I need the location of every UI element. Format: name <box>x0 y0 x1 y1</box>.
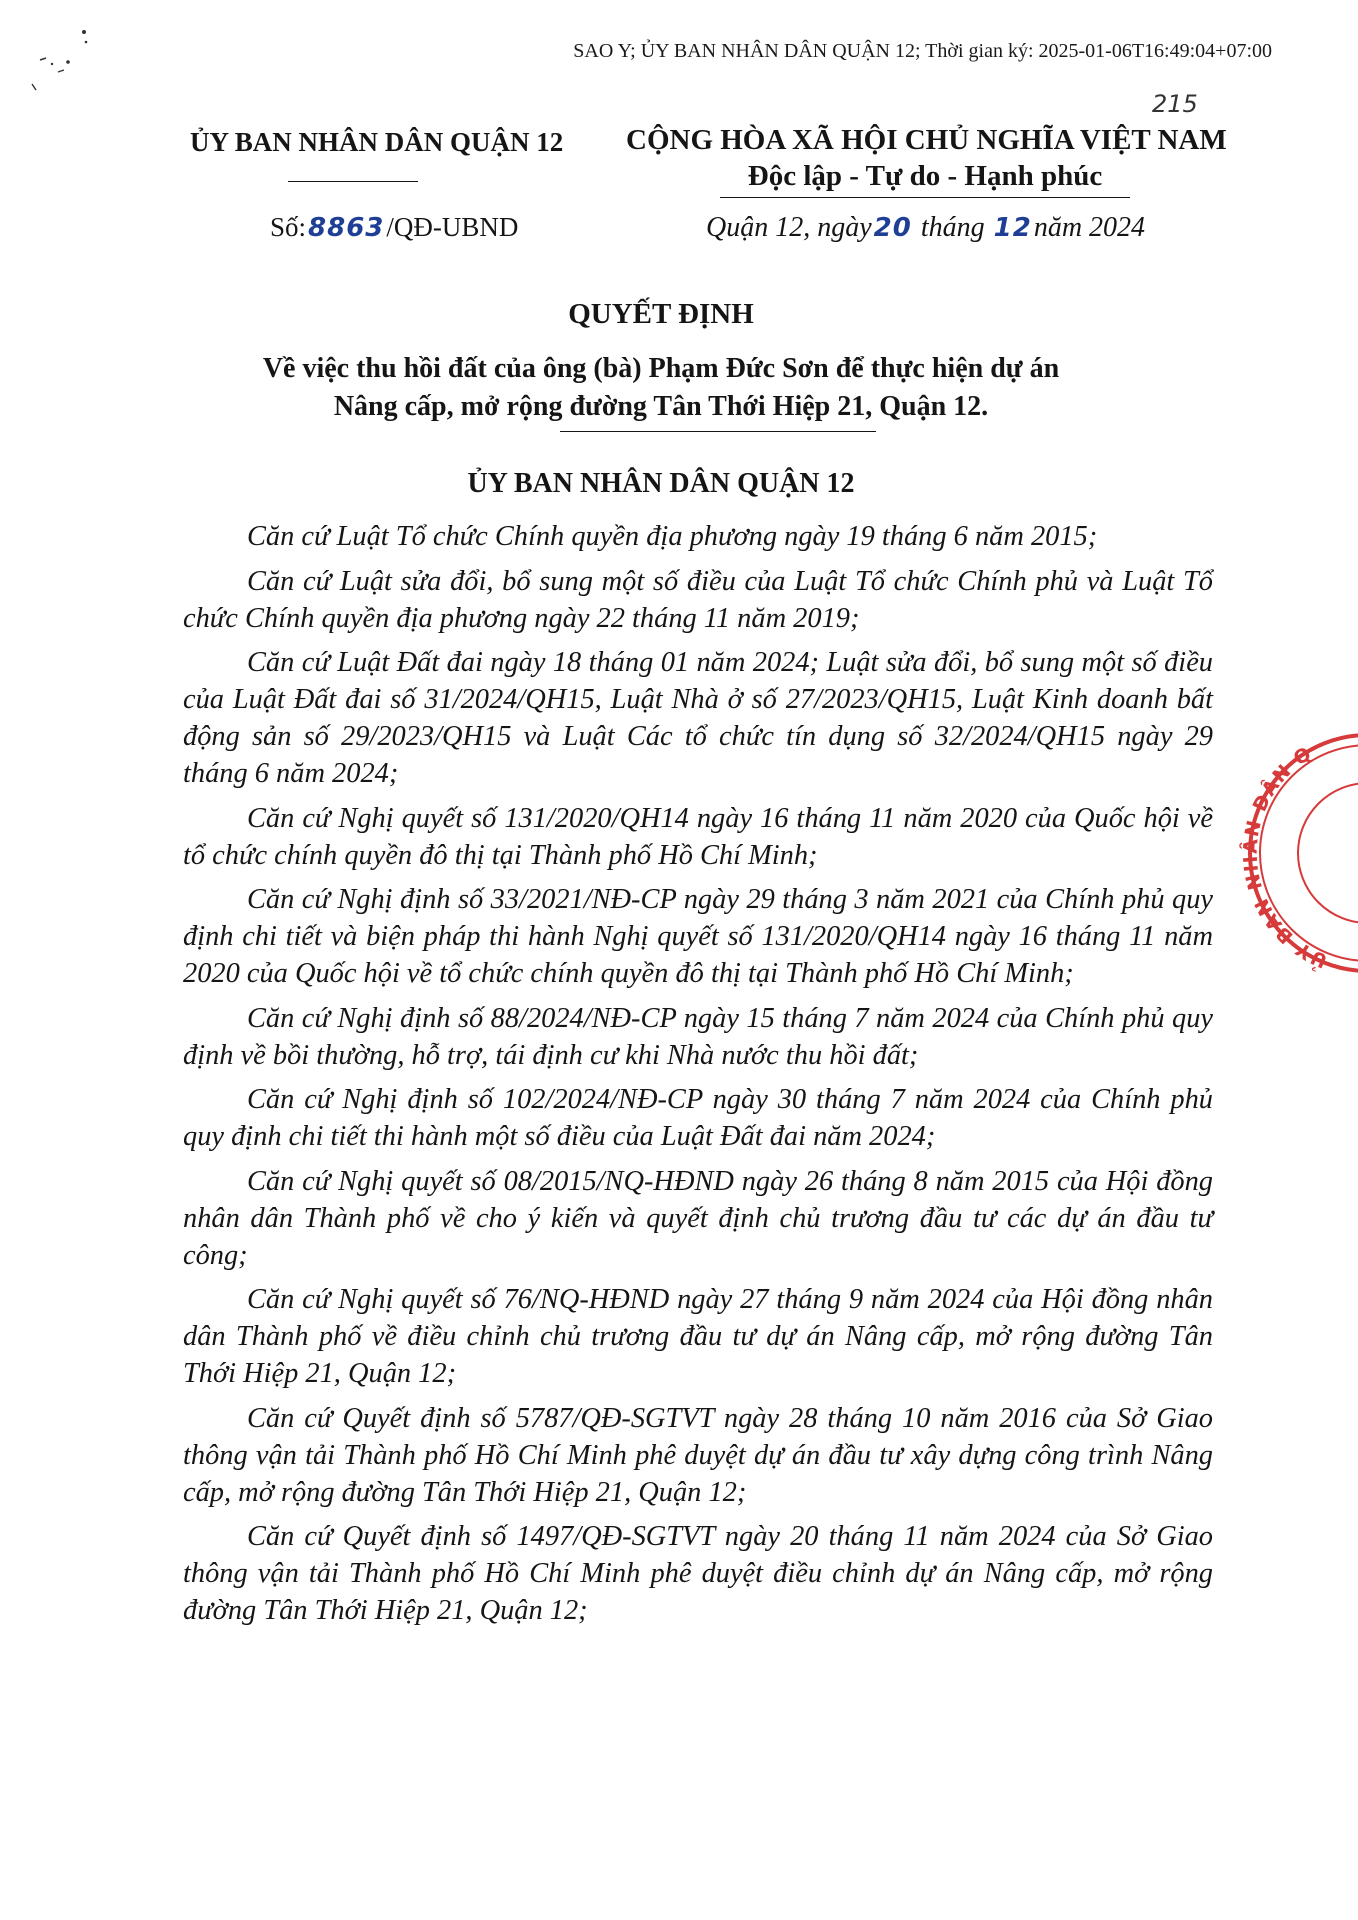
legal-basis-item: Căn cứ Luật Đất đai ngày 18 tháng 01 năm 2024; Luật sửa đổi, bổ sung một số điều của Luật Đất đai số 31/2024/QH15, Luật Nhà ở số 27/2023/QH15, Luật Kinh doanh bất động sản số 29/2023/QH15 và Luật Các tổ chức tín dụng số 32/2024/QH15 ngày 29 tháng 6 năm 2024; <box>183 647 1213 789</box>
legal-basis-item: Căn cứ Nghị định số 33/2021/NĐ-CP ngày 29 tháng 3 năm 2021 của Chính phủ quy định chi tiết và biện pháp thi hành Nghị quyết số 131/2020/QH14 ngày 16 tháng 11 năm 2020 của Quốc hội về tổ chức chính quyền đô thị tại Thành phố Hồ Chí Minh; <box>183 884 1213 989</box>
scan-specks <box>28 26 98 106</box>
issue-date <box>706 212 1145 244</box>
official-seal <box>1238 728 1358 988</box>
number-prefix: Số: <box>270 212 307 242</box>
digital-copy-stamp: SAO Y; ỦY BAN NHÂN DÂN QUẬN 12; Thời gian ký: 2025-01-06T16:49:04+07:00 <box>573 40 1272 62</box>
handwritten-number: 8863 <box>308 213 385 243</box>
subject-line-1: Về việc thu hồi đất của ông (bà) Phạm Đức Sơn để thực hiện dự án <box>262 353 1060 384</box>
issuing-agency: ỦY BAN NHÂN DÂN QUẬN 12 <box>190 127 564 157</box>
legal-basis-item: Căn cứ Quyết định số 5787/QĐ-SGTVT ngày 28 tháng 10 năm 2016 của Sở Giao thông vận tải Thành phố Hồ Chí Minh phê duyệt dự án đầu tư xây dựng công trình Nâng cấp, mở rộng đường Tân Thới Hiệp 21, Quận 12; <box>183 1402 1213 1508</box>
decision-subject <box>0 350 1322 426</box>
legal-basis-list <box>183 518 1213 1637</box>
date-place: Quận 12, ngày <box>706 212 872 243</box>
handwritten-day: 20 <box>873 213 912 243</box>
legal-basis-item: Căn cứ Nghị quyết số 76/NQ-HĐND ngày 27 tháng 9 năm 2024 của Hội đồng nhân dân Thành phố về điều chỉnh chủ trương đầu tư dự án Nâng cấp, mở rộng đường Tân Thới Hiệp 21, Quận 12; <box>183 1284 1213 1389</box>
national-title: CỘNG HÒA XÃ HỘI CHỦ NGHĨA VIỆT NAM <box>626 124 1227 156</box>
handwritten-month: 12 <box>993 213 1032 243</box>
seal-text-path: ỦY BAN NHÂN DÂN Q <box>1239 741 1331 972</box>
national-motto: Độc lập - Tự do - Hạnh phúc <box>747 160 1103 192</box>
legal-basis-item: Căn cứ Nghị quyết số 08/2015/NQ-HĐND ngày 26 tháng 8 năm 2015 của Hội đồng nhân dân Thành phố về cho ý kiến và quyết định chủ trương đầu tư các dự án đầu tư công; <box>183 1165 1213 1271</box>
page-mark-text: 215 <box>1152 90 1198 118</box>
number-suffix: /QĐ-UBND <box>386 212 519 242</box>
legal-basis-item: Căn cứ Quyết định số 1497/QĐ-SGTVT ngày 20 tháng 11 năm 2024 của Sở Giao thông vận tải Thành phố Hồ Chí Minh phê duyệt điều chỉnh dự án Nâng cấp, mở rộng đường Tân Thới Hiệp 21, Quận 12; <box>183 1521 1213 1626</box>
issuing-authority: ỦY BAN NHÂN DÂN QUẬN 12 <box>467 468 855 499</box>
page-mark <box>1150 88 1206 118</box>
legal-basis-item: Căn cứ Nghị quyết số 131/2020/QH14 ngày 16 tháng 11 năm 2020 của Quốc hội về tổ chức chính quyền đô thị tại Thành phố Hồ Chí Minh; <box>183 802 1213 871</box>
subject-line-2: Nâng cấp, mở rộng đường Tân Thới Hiệp 21, Quận 12. <box>333 391 989 422</box>
date-month-word: tháng <box>920 212 985 243</box>
agency-underline <box>288 181 418 182</box>
seal-text <box>1239 742 1331 975</box>
document-number <box>270 212 518 243</box>
decision-title: QUYẾT ĐỊNH <box>568 298 754 330</box>
legal-basis-item: Căn cứ Nghị định số 88/2024/NĐ-CP ngày 15 tháng 7 năm 2024 của Chính phủ quy định về bồi thường, hỗ trợ, tái định cư khi Nhà nước thu hồi đất; <box>183 1002 1213 1071</box>
subject-underline <box>560 431 876 432</box>
date-year: năm 2024 <box>1033 212 1146 243</box>
legal-basis-item: Căn cứ Luật sửa đổi, bổ sung một số điều của Luật Tổ chức Chính phủ và Luật Tổ chức Chính quyền địa phương ngày 22 tháng 11 năm 2019; <box>183 565 1213 634</box>
legal-basis-item: Căn cứ Luật Tổ chức Chính quyền địa phương ngày 19 tháng 6 năm 2015; <box>247 521 1098 552</box>
motto-underline <box>720 197 1130 198</box>
legal-basis-item: Căn cứ Nghị định số 102/2024/NĐ-CP ngày 30 tháng 7 năm 2024 của Chính phủ quy định chi tiết thi hành một số điều của Luật Đất đai năm 2024; <box>183 1084 1213 1152</box>
